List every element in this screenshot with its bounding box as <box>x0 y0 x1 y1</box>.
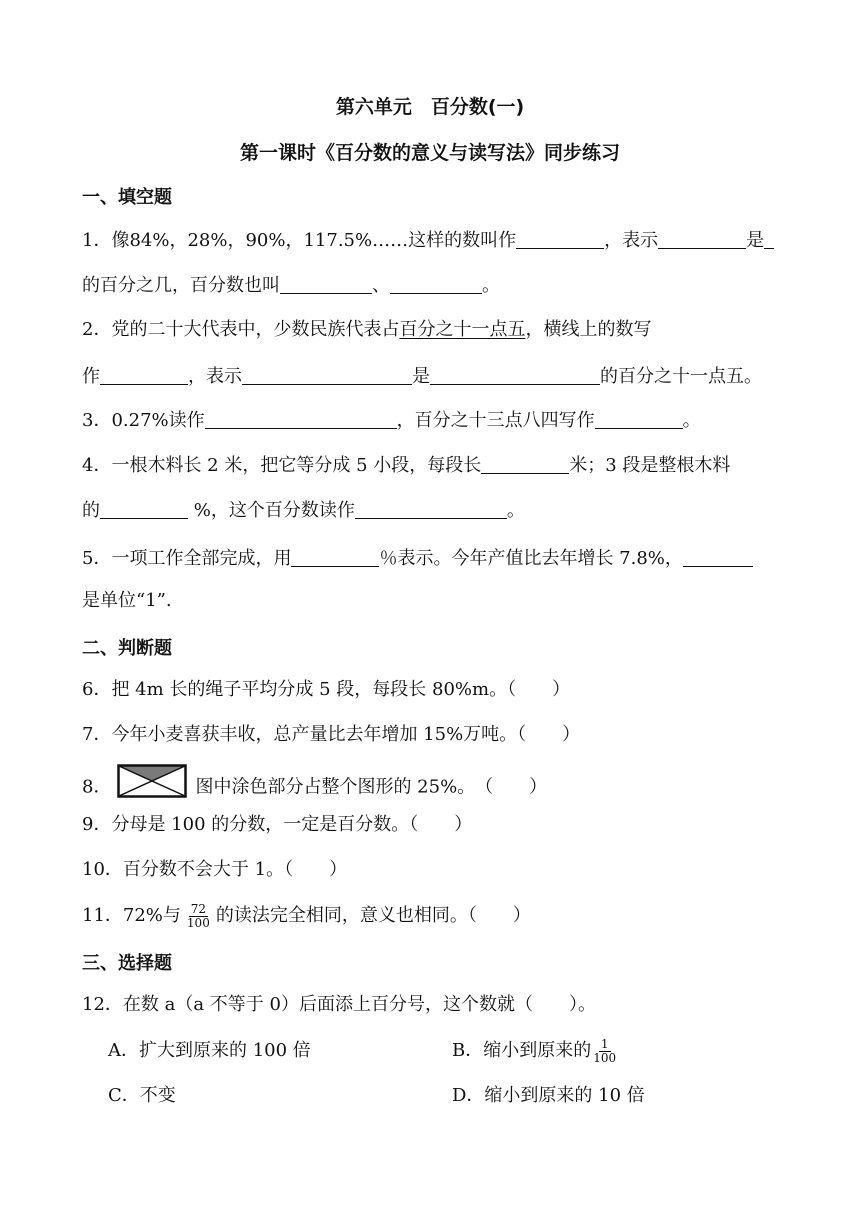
q12-option-b[interactable] <box>452 1034 622 1068</box>
question-9: 9．分母是 100 的分数，一定是百分数。（ ） <box>82 814 473 835</box>
section-fill-in: 一、填空题 <box>82 187 172 208</box>
q2-text-a: 2．党的二十大代表中，少数民族代表占 <box>82 319 400 340</box>
q4-text-e: 。 <box>506 500 525 521</box>
q4-text-b: 米；3 段是整根木料 <box>569 455 731 476</box>
question-4-line-2 <box>82 498 525 523</box>
q11-text-b: 的读法完全相同，意义也相同。（ ） <box>215 905 531 926</box>
q3-text-c: 。 <box>682 410 701 431</box>
question-1-line-2 <box>82 273 500 298</box>
q11-fraction <box>185 903 212 930</box>
question-2-line-2 <box>82 364 762 389</box>
q2-blank-1[interactable] <box>100 364 188 385</box>
q12-option-b-numerator: 1 <box>600 1036 609 1051</box>
q1-text-c: 是 <box>746 230 765 251</box>
question-7: 7．今年小麦喜获丰收，总产量比去年增加 15%万吨。（ ） <box>82 724 581 745</box>
q1-text-b: ，表示 <box>604 230 659 251</box>
q1-blank-5[interactable] <box>390 273 482 294</box>
q5-text-c: 是单位“1”. <box>82 590 172 611</box>
q2-text-e: 是 <box>412 366 430 387</box>
section-multiple-choice: 三、选择题 <box>82 953 172 974</box>
q8-number: 8． <box>82 776 112 798</box>
question-2-line-1 <box>82 318 651 342</box>
q1-text-d: 的百分之几，百分数也叫 <box>82 275 280 296</box>
q12-option-b-fraction <box>591 1038 618 1065</box>
q3-text-a: 3．0.27%读作 <box>82 410 205 431</box>
q12-option-a[interactable]: A．扩大到原来的 100 倍 <box>108 1040 311 1061</box>
q5-blank-1[interactable] <box>291 546 379 567</box>
question-12-stem: 12．在数 a（a 不等于 0）后面添上百分号，这个数就（ ）。 <box>82 994 596 1015</box>
q12-option-b-text: B．缩小到原来的 <box>452 1040 592 1061</box>
q4-blank-2[interactable] <box>100 498 188 519</box>
q2-text-b: ，横线上的数写 <box>525 319 652 340</box>
question-4-line-1 <box>82 453 730 478</box>
q3-text-b: ，百分之十三点八四写作 <box>396 410 595 431</box>
q4-blank-1[interactable] <box>481 453 569 474</box>
q1-blank-4[interactable] <box>280 273 372 294</box>
q4-blank-3[interactable] <box>355 498 507 519</box>
question-1-line-1 <box>82 228 774 253</box>
q5-text-b: ％表示。今年产值比去年增长 7.8%， <box>379 548 683 569</box>
q1-text-f: 。 <box>482 275 500 296</box>
q1-blank-2[interactable] <box>658 228 746 249</box>
q1-text-e: 、 <box>372 275 390 296</box>
q2-underlined-text: 百分之十一点五 <box>399 319 526 340</box>
q5-blank-2[interactable] <box>683 546 753 567</box>
q3-blank-2[interactable] <box>595 408 683 429</box>
q11-fraction-numerator: 72 <box>190 901 207 916</box>
q11-text-a: 11．72%与 <box>82 905 181 926</box>
q2-text-f: 的百分之十一点五。 <box>600 366 762 387</box>
q8-text: 图中涂色部分占整个图形的 25%。 （ ） <box>195 776 548 798</box>
question-3 <box>82 408 701 433</box>
question-11 <box>82 898 531 934</box>
question-6: 6．把 4m 长的绳子平均分成 5 段，每段长 80%m。（ ） <box>82 679 571 700</box>
q12-option-d[interactable]: D．缩小到原来的 10 倍 <box>452 1085 645 1106</box>
q2-text-c: 作 <box>82 366 100 387</box>
question-5-line-1 <box>82 546 753 571</box>
q3-blank-1[interactable] <box>205 408 397 429</box>
q12-option-b-denominator: 100 <box>593 1050 617 1065</box>
section-true-false: 二、判断题 <box>82 638 172 659</box>
q4-text-d: %，这个百分数读作 <box>188 500 355 521</box>
q5-text-a: 5．一项工作全部完成，用 <box>82 548 292 569</box>
shaded-rectangle-figure <box>117 764 187 811</box>
q12-option-c[interactable]: C．不变 <box>108 1085 176 1106</box>
q4-text-a: 4．一根木料长 2 米，把它等分成 5 小段，每段长 <box>82 455 482 476</box>
question-5-line-2 <box>82 589 172 613</box>
question-8 <box>82 764 547 811</box>
q11-fraction-denominator: 100 <box>186 915 210 930</box>
q1-blank-3[interactable] <box>764 228 774 249</box>
q2-blank-3[interactable] <box>430 364 600 385</box>
page-title: 第六单元 百分数(一) <box>335 96 525 118</box>
q2-blank-2[interactable] <box>242 364 412 385</box>
q4-text-c: 的 <box>82 500 100 521</box>
page-subtitle: 第一课时《百分数的意义与读写法》同步练习 <box>239 142 620 164</box>
q2-text-d: ，表示 <box>188 366 242 387</box>
question-10: 10．百分数不会大于 1。（ ） <box>82 859 348 880</box>
q1-text-a: 1．像84%，28%，90%，117.5%……这样的数叫作 <box>82 230 517 251</box>
q1-blank-1[interactable] <box>516 228 604 249</box>
